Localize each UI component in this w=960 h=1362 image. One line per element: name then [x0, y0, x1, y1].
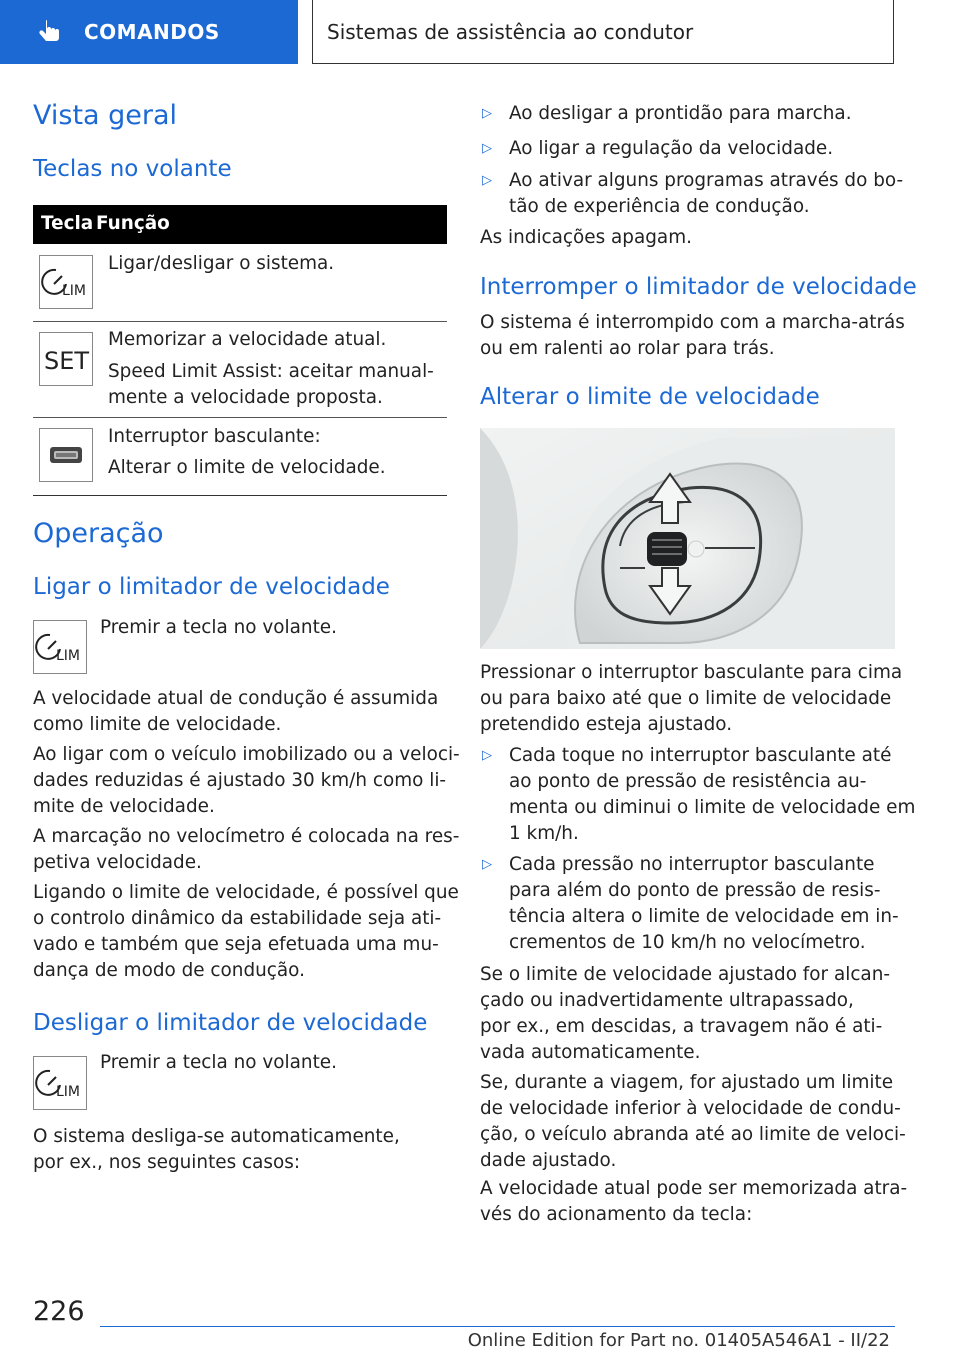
p8-line2: vés do acionamento da tecla:: [480, 1204, 753, 1225]
indications-off: As indicações apagam.: [480, 227, 692, 248]
heading-keys: Teclas no volante: [33, 156, 232, 182]
press-line1: Pressionar o interruptor basculante para cima: [480, 662, 903, 683]
row3-line2: Alterar o limite de velocidade.: [108, 457, 386, 478]
row2-line1: Memorizar a velocidade atual.: [108, 329, 387, 350]
heading-overview: Vista geral: [33, 100, 178, 131]
press-line2: ou para baixo até que o limite de velocidade: [480, 688, 892, 709]
p1-line1: A velocidade atual de condução é assumida: [33, 688, 439, 709]
bullet3-line1: Ao ativar alguns programas através do bo-: [509, 170, 904, 191]
col-key: Tecla: [41, 213, 94, 234]
section-title: Sistemas de assistência ao condutor: [312, 0, 894, 64]
p1-line2: como limite de velocidade.: [33, 714, 282, 735]
b2-2-line1: Cada pressão no interruptor basculante: [509, 854, 875, 875]
lim-key-icon: [33, 620, 87, 674]
p6-line4: vada automaticamente.: [480, 1042, 701, 1063]
p8-line1: A velocidade atual pode ser memorizada atra-: [480, 1178, 908, 1199]
lim-key-icon: [33, 1056, 87, 1110]
b2-1-line2: ao ponto de pressão de resistência au-: [509, 771, 867, 792]
p2-line1: Ao ligar com o veículo imobilizado ou a veloci-: [33, 744, 460, 765]
press-key-text: Premir a tecla no volante.: [100, 617, 337, 638]
bullet-icon: ▷: [482, 141, 492, 156]
p4-line4: dança de modo de condução.: [33, 960, 305, 981]
bullet2-text: Ao ligar a regulação da velocidade.: [509, 138, 834, 159]
row2-line3: mente a velocidade proposta.: [108, 387, 383, 408]
interrupt-line1: O sistema é interrompido com a marcha-atrás: [480, 312, 905, 333]
chapter-label: COMANDOS: [84, 20, 220, 44]
footer-rule: [100, 1326, 895, 1327]
p7-line1: Se, durante a viagem, for ajustado um limite: [480, 1072, 894, 1093]
page-number: 226: [33, 1296, 85, 1327]
heading-switch-on: Ligar o limitador de velocidade: [33, 574, 390, 600]
p3-line2: petiva velocidade.: [33, 852, 202, 873]
p4-line1: Ligando o limite de velocidade, é possível que: [33, 882, 459, 903]
b2-1-line1: Cada toque no interruptor basculante até: [509, 745, 892, 766]
table-header: [33, 205, 447, 244]
bullet3-line2: tão de experiência de condução.: [509, 196, 810, 217]
interrupt-line2: ou em ralenti ao rolar para trás.: [480, 338, 775, 359]
heading-operation: Operação: [33, 518, 164, 549]
p7-line4: dade ajustado.: [480, 1150, 617, 1171]
p2-line2: dades reduzidas é ajustado 30 km/h como li-: [33, 770, 447, 791]
p6-line1: Se o limite de velocidade ajustado for alcan-: [480, 964, 890, 985]
bullet-icon: ▷: [482, 106, 492, 121]
b2-2-line4: crementos de 10 km/h no velocímetro.: [509, 932, 866, 953]
p7-line3: ção, o veículo abranda até ao limite de veloci-: [480, 1124, 906, 1145]
row2-line2: Speed Limit Assist: aceitar manual-: [108, 361, 434, 382]
rocker-switch-icon: [39, 428, 93, 482]
b2-1-line3: menta ou diminui o limite de velocidade em: [509, 797, 916, 818]
edition-text: Online Edition for Part no. 01405A546A1 - II/22: [467, 1330, 890, 1351]
bullet-icon: ▷: [482, 173, 492, 188]
bullet-icon: ▷: [482, 857, 492, 872]
bullet1-text: Ao desligar a prontidão para marcha.: [509, 103, 852, 124]
p4-line3: vado e também que seja efetuada uma mu-: [33, 934, 439, 955]
set-key-icon: [39, 332, 93, 386]
p6-line3: por ex., em descidas, a travagem não é ati-: [480, 1016, 883, 1037]
table-bottom-rule: [33, 495, 447, 496]
steering-wheel-photo: [480, 428, 895, 649]
svg-text:LIM: LIM: [56, 1084, 81, 1100]
p4-line2: o controlo dinâmico da estabilidade seja ati-: [33, 908, 442, 929]
heading-change-limit: Alterar o limite de velocidade: [480, 384, 820, 410]
p3-line1: A marcação no velocímetro é colocada na res-: [33, 826, 460, 847]
p6-line2: çado ou inadvertidamente ultrapassado,: [480, 990, 854, 1011]
col-function: Função: [96, 213, 170, 234]
row-divider: [33, 321, 447, 322]
p5-line1: O sistema desliga-se automaticamente,: [33, 1126, 400, 1147]
p7-line2: de velocidade inferior à velocidade de condu-: [480, 1098, 901, 1119]
b2-2-line2: para além do ponto de pressão de resis-: [509, 880, 881, 901]
chapter-tab: [0, 0, 298, 64]
bullet-icon: ▷: [482, 748, 492, 763]
press-key-text: Premir a tecla no volante.: [100, 1052, 337, 1073]
press-line3: pretendido esteja ajustado.: [480, 714, 733, 735]
svg-text:LIM: LIM: [56, 648, 81, 664]
row-divider: [33, 417, 447, 418]
b2-2-line3: tência altera o limite de velocidade em in-: [509, 906, 899, 927]
heading-interrupt: Interromper o limitador de velocidade: [480, 274, 917, 300]
b2-1-line4: 1 km/h.: [509, 823, 579, 844]
lim-key-icon: [39, 255, 93, 309]
p5-line2: por ex., nos seguintes casos:: [33, 1152, 301, 1173]
row3-line1: Interruptor basculante:: [108, 426, 321, 447]
svg-text:SET: SET: [44, 347, 90, 375]
row1-text: Ligar/desligar o sistema.: [108, 253, 335, 274]
heading-switch-off: Desligar o limitador de velocidade: [33, 1010, 428, 1036]
p2-line3: mite de velocidade.: [33, 796, 215, 817]
hand-icon: [36, 18, 64, 46]
svg-text:LIM: LIM: [62, 283, 87, 299]
